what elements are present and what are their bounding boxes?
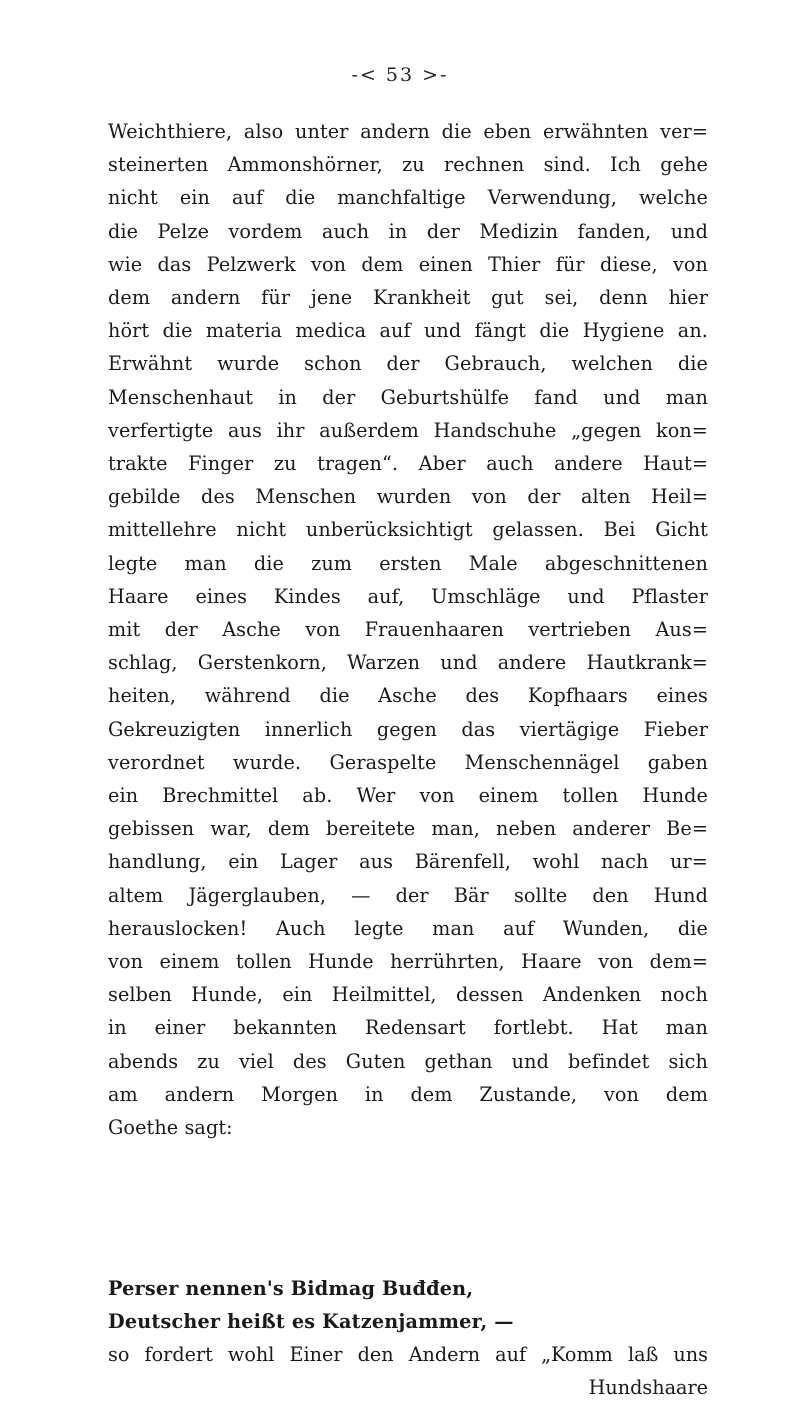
text-line: Goethe sagt: <box>108 1116 233 1140</box>
text-line: Gekreuzigten innerlich gegen das viertägige Fieber <box>108 717 708 741</box>
text-line: handlung, ein Lager aus Bärenfell, wohl nach ur= <box>108 850 708 874</box>
closing-text <box>108 1338 708 1404</box>
catchword: Hundshaare <box>588 1376 708 1400</box>
text-line: hört die materia medica auf und fängt die Hygiene an. <box>108 319 708 343</box>
verse-quote <box>108 1272 708 1338</box>
text-line: in einer bekannten Redensart fortlebt. Hat man <box>108 1016 708 1040</box>
quote-line: Deutscher heißt es Katzenjammer, — <box>108 1310 514 1334</box>
body-text <box>108 115 708 1144</box>
text-line: trakte Finger zu tragen“. Aber auch andere Haut= <box>108 452 708 476</box>
text-line: heiten, während die Asche des Kopfhaars eines <box>108 684 708 708</box>
text-line: abends zu viel des Guten gethan und befindet sich <box>108 1049 708 1073</box>
text-line: herauslocken! Auch legte man auf Wunden, die <box>108 916 708 940</box>
text-line: ein Brechmittel ab. Wer von einem tollen Hunde <box>108 784 708 808</box>
text-line: so fordert wohl Einer den Andern auf „Komm laß uns <box>108 1343 708 1366</box>
page-number: -< 53 >- <box>351 64 449 86</box>
text-line: von einem tollen Hunde herrührten, Haare von dem= <box>108 950 708 974</box>
text-line: Weichthiere, also unter andern die eben erwähnten ver= <box>108 120 708 143</box>
text-line: mit der Asche von Frauenhaaren vertrieben Aus= <box>108 618 708 642</box>
text-line: schlag, Gerstenkorn, Warzen und andere Hautkrank= <box>108 651 708 675</box>
text-line: verfertigte aus ihr außerdem Handschuhe „gegen kon= <box>108 418 708 442</box>
text-line: verordnet wurde. Geraspelte Menschennägel gaben <box>108 750 708 774</box>
text-line: selben Hunde, ein Heilmittel, dessen Andenken noch <box>108 983 708 1007</box>
text-line: altem Jägerglauben, — der Bär sollte den Hund <box>108 883 708 907</box>
text-line: legte man die zum ersten Male abgeschnittenen <box>108 551 708 575</box>
text-line: wie das Pelzwerk von dem einen Thier für diese, von <box>108 252 708 276</box>
text-line: mittellehre nicht unberücksichtigt gelassen. Bei Gicht <box>108 518 708 542</box>
text-line: Erwähnt wurde schon der Gebrauch, welchen die <box>108 352 708 376</box>
text-line: steinerten Ammonshörner, zu rechnen sind. Ich gehe <box>108 153 708 177</box>
text-line: nicht ein auf die manchfaltige Verwendung, welche <box>108 186 708 210</box>
text-line: die Pelze vordem auch in der Medizin fanden, und <box>108 219 708 243</box>
text-line: gebilde des Menschen wurden von der alten Heil= <box>108 485 708 509</box>
text-line: gebissen war, dem bereitete man, neben anderer Be= <box>108 817 708 841</box>
text-line: Haare eines Kindes auf, Umschläge und Pflaster <box>108 584 708 608</box>
text-line: dem andern für jene Krankheit gut sei, denn hier <box>108 286 708 310</box>
text-line: am andern Morgen in dem Zustande, von dem <box>108 1082 708 1106</box>
text-line: Menschenhaut in der Geburtshülfe fand und man <box>108 385 708 409</box>
quote-line: Perser nennen's Bidmag Buđđen, <box>108 1277 474 1300</box>
